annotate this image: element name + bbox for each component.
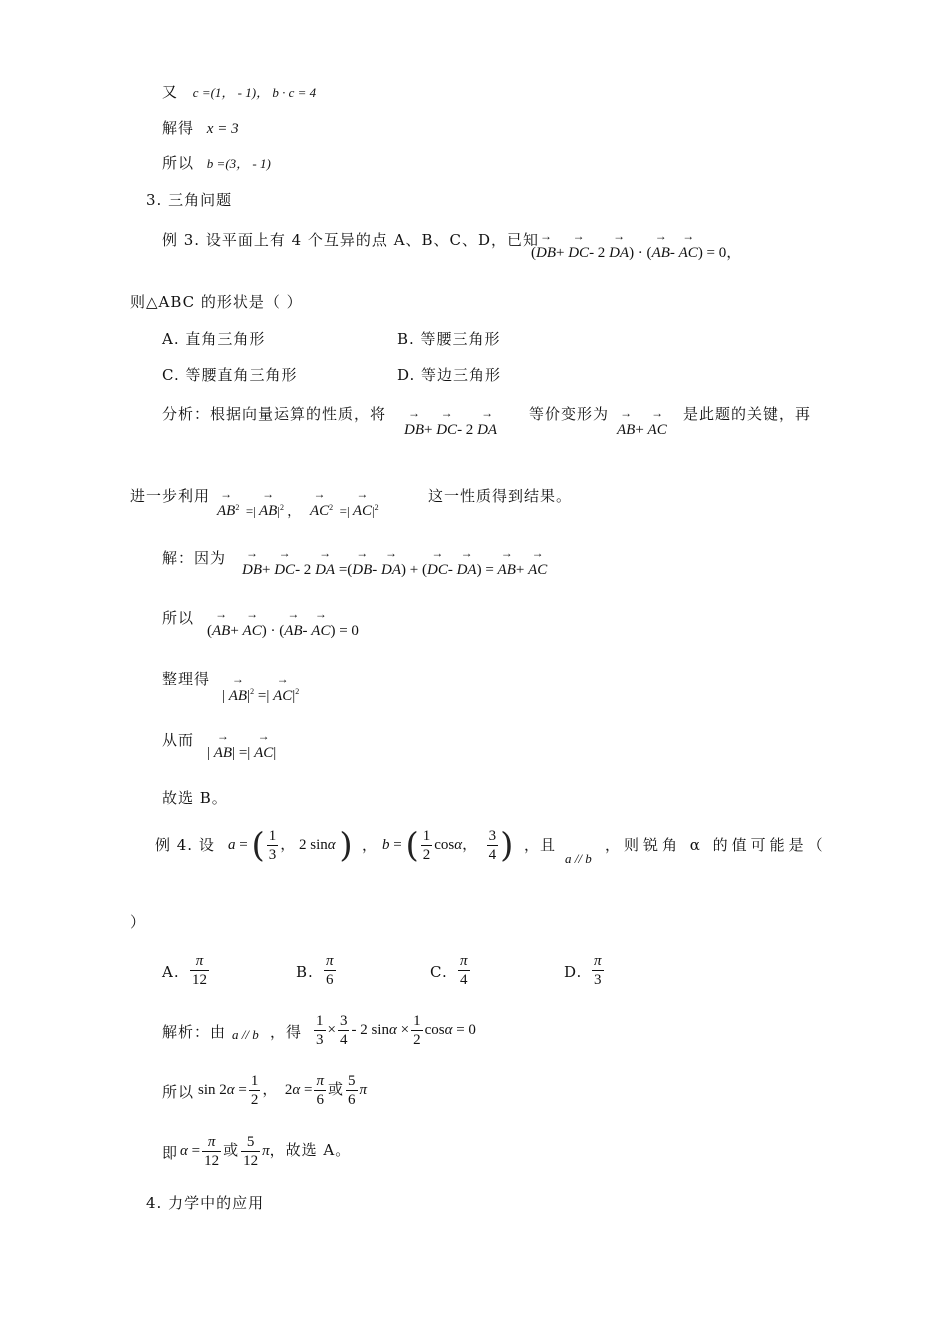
math-expression: α = $\frac{\pi}{12}$ 或 $\frac{5}{12}$ π，故选 A。	[180, 1134, 352, 1169]
analysis-text: 进一步利用	[130, 487, 211, 505]
math-expression: → DB+ → DC- 2 → DA	[404, 406, 498, 438]
math-expression: ( → AB+ → AC) · ( → AB- → AC) = 0	[207, 607, 359, 639]
math-expression: $\frac{\pi}{12}$	[192, 953, 207, 988]
analysis-text: 即	[162, 1144, 179, 1162]
solution-text: 所以	[162, 609, 195, 627]
example-4-statement: 例 4. 设	[155, 836, 215, 854]
text-line: 又 c =(1， - 1)， b · c = 4	[162, 83, 317, 101]
option-a: A. 直角三角形	[162, 330, 266, 348]
math-expression: sin 2α = $\frac{1}{2}$ ， 2α = $\frac{\pi}{6}$ 或 $\frac{5}{6}$ π	[198, 1073, 368, 1108]
math-expression: → DB+ → DC- 2 → DA =( → DB- → DA) + ( → DC- → DA) = → AB+ → AC	[242, 546, 548, 578]
math-expression: b =(3， - 1)	[206, 156, 271, 171]
question-text: 则△ABC 的形状是（ ）	[130, 293, 303, 311]
math-expression: ( → DB+ → DC- 2 → DA) · ( → AB- → AC) = 0，	[531, 229, 743, 261]
option-d: D. 等边三角形	[397, 366, 502, 384]
math-expression: $\frac{\pi}{4}$	[460, 953, 468, 988]
solution-text: 解：因为	[162, 549, 227, 567]
math-expression: a // b	[232, 1027, 259, 1042]
solution-text: 从而	[162, 731, 195, 749]
math-expression: c =(1， - 1)， b · c = 4	[192, 85, 317, 100]
math-expression: $\frac{1}{3}$ × $\frac{3}{4}$ - 2 sinα × $\frac{1}{2}$ cosα = 0	[316, 1013, 476, 1048]
math-expression: a // b	[565, 851, 592, 866]
example-3-statement: 例 3. 设平面上有 4 个互异的点 A、B、C、D，已知	[162, 231, 540, 249]
math-expression: | → $AB|^2$ =| → $AC|^2$	[222, 672, 300, 704]
analysis-text: 是此题的关键，再	[683, 405, 812, 423]
math-expression: | → AB| =| → AC|	[207, 729, 277, 761]
option-c: C. 等腰直角三角形	[162, 366, 298, 384]
option-b: B. 等腰三角形	[397, 330, 501, 348]
solution-text: 整理得	[162, 670, 211, 688]
math-expression: x = 3	[206, 121, 239, 137]
math-expression: $\frac{\pi}{6}$	[326, 953, 334, 988]
analysis-text: 分析：根据向量运算的性质，将	[162, 405, 387, 423]
option-a: A.	[162, 963, 180, 981]
section-heading: 3. 三角问题	[146, 191, 233, 209]
math-expression: $\frac{\pi}{3}$	[594, 953, 602, 988]
text-line: 所以 b =(3， - 1)	[162, 154, 271, 172]
option-b: B.	[296, 963, 314, 981]
solution-text: 故选 B。	[162, 789, 228, 807]
math-expression: a = ( $\frac{1}{3}$ ， 2 sinα )	[228, 825, 353, 866]
example-4-statement: ，则锐角 α 的值可能是（	[605, 836, 827, 854]
text-line: 解得 x = 3	[162, 119, 239, 137]
math-expression: → $AB^2$ =| → $AB|^2$ ， → $AC^2$ =| → $AC|^2$	[217, 487, 379, 520]
section-heading: 4. 力学中的应用	[146, 1194, 265, 1212]
analysis-text: ，得	[270, 1023, 303, 1041]
example-4-statement: ，且	[524, 836, 557, 854]
analysis-text: 解析：由	[162, 1023, 227, 1041]
analysis-text: 这一性质得到结果。	[428, 487, 573, 505]
option-c: C.	[430, 963, 448, 981]
math-expression: b = ( $\frac{1}{2}$ cosα， $\frac{3}{4}$ )	[382, 825, 514, 866]
analysis-text: 等价变形为	[529, 405, 610, 423]
math-expression: → AB+ → AC	[617, 406, 667, 438]
option-d: D.	[564, 963, 583, 981]
analysis-text: 所以	[162, 1083, 195, 1101]
